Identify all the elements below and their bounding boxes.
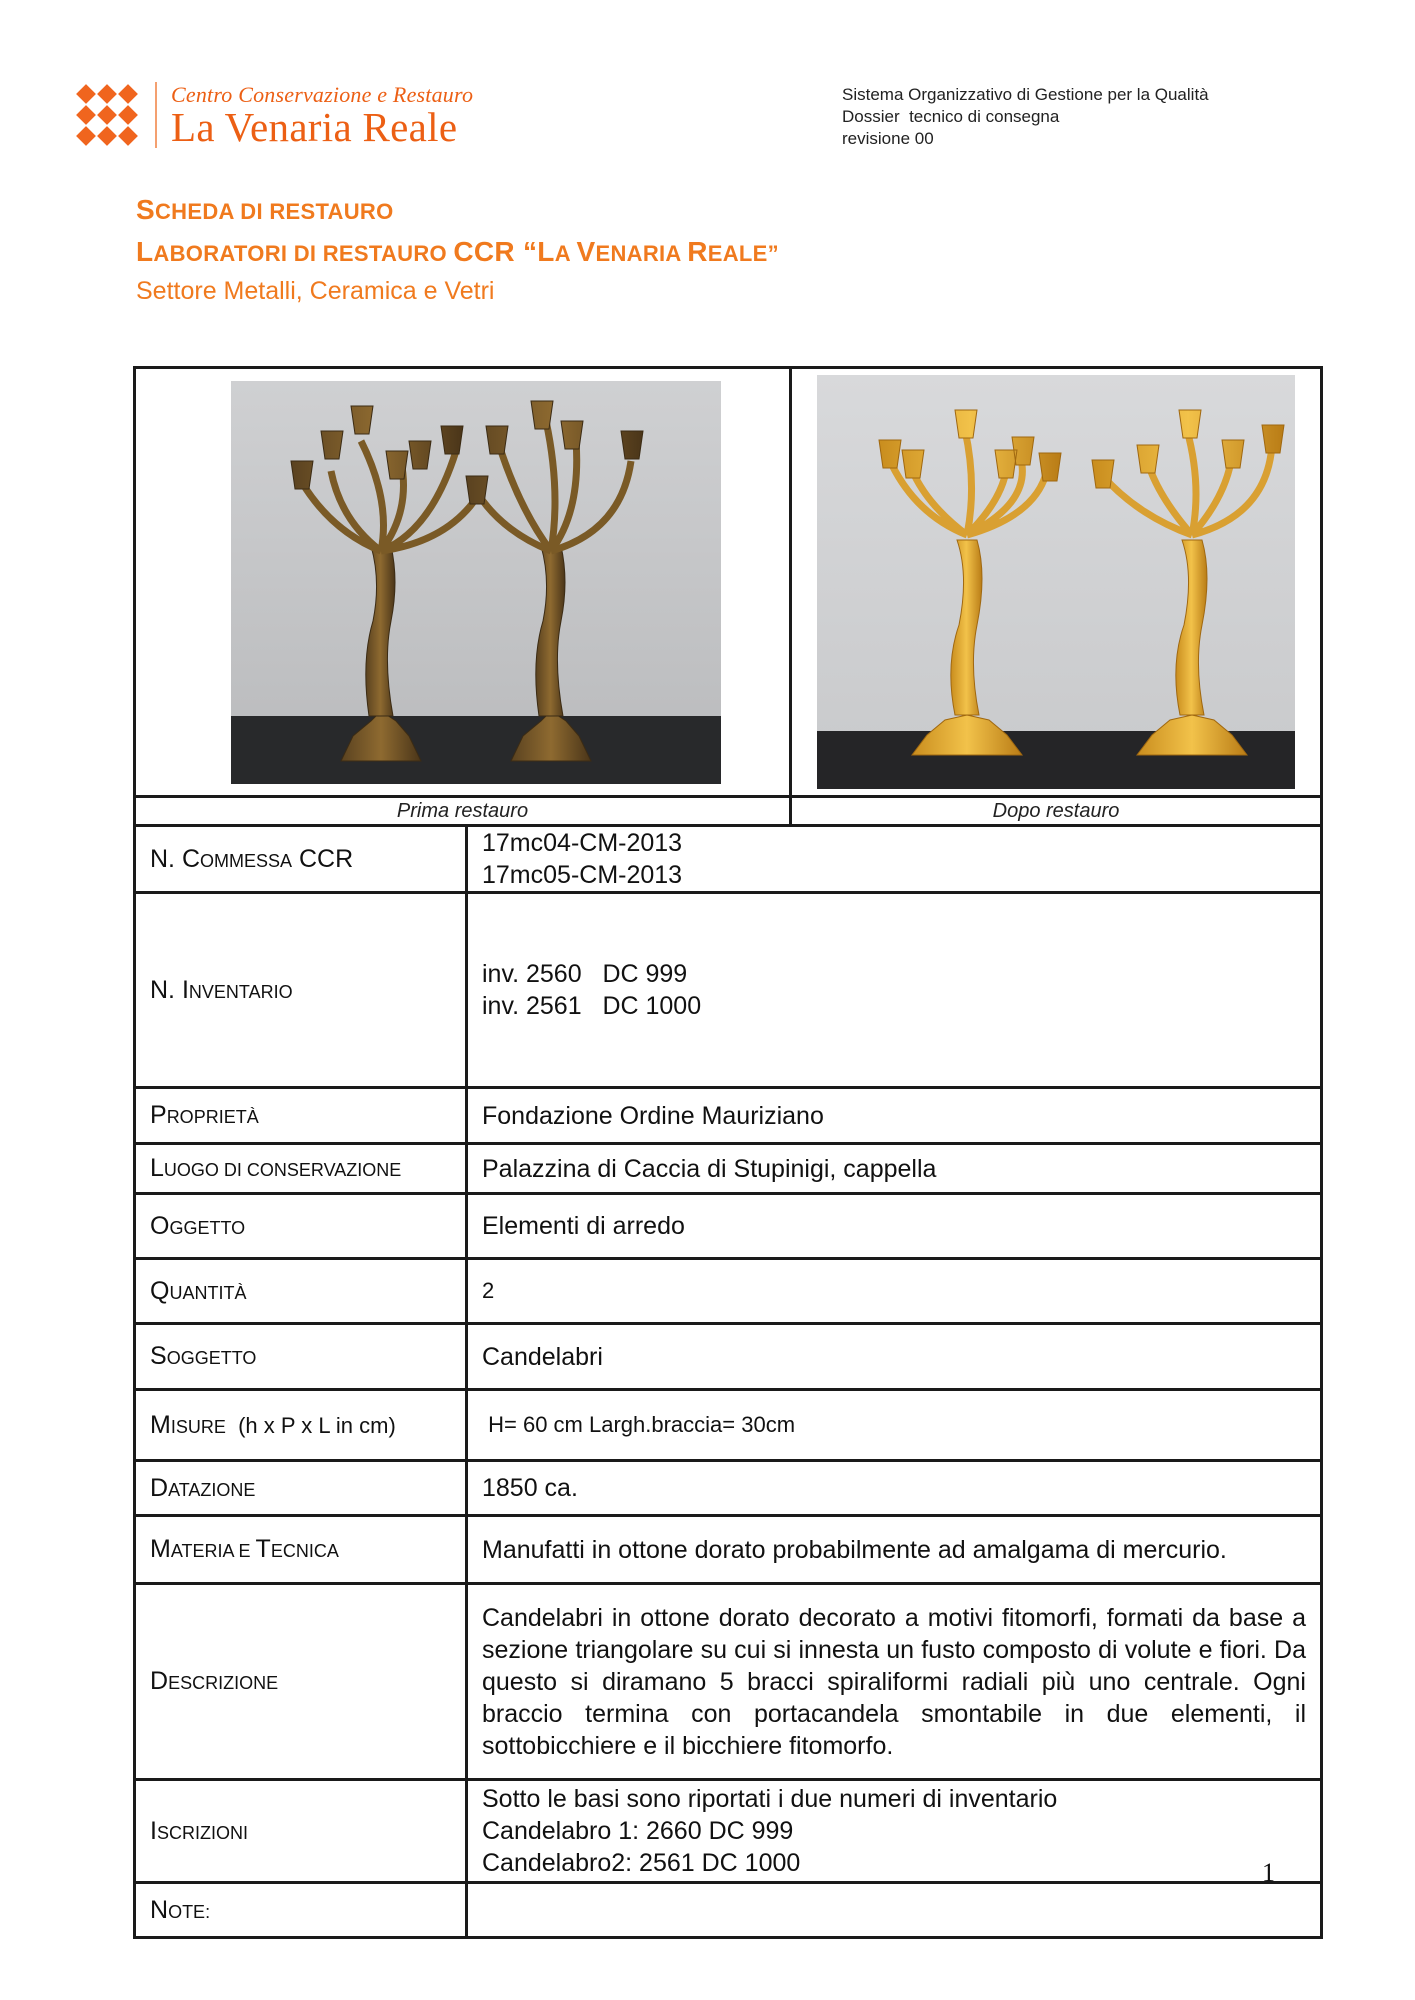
row-proprieta: [135, 1088, 1322, 1144]
value-commessa: 17mc04-CM-2013 17mc05-CM-2013: [467, 826, 1322, 893]
row-commessa: [135, 826, 1322, 893]
value-iscrizioni: Sotto le basi sono riportati i due numeri di inventario Candelabro 1: 2660 DC 999 Candelabro2: 2561 DC 1000: [467, 1780, 1322, 1883]
restoration-sheet-table: [133, 366, 1323, 1939]
label-inventario: N. INVENTARIO: [135, 893, 467, 1088]
label-note: NOTE:: [135, 1883, 467, 1938]
document-meta: [842, 84, 1209, 150]
revision-label: revisione 00: [842, 129, 934, 148]
laboratory-title: LABORATORI DI RESTAURO CCR “LA VENARIA REALE”: [136, 236, 779, 267]
label-oggetto: OGGETTO: [135, 1194, 467, 1259]
row-quantita: [135, 1259, 1322, 1324]
value-inventario: inv. 2560 DC 999 inv. 2561 DC 1000: [467, 893, 1322, 1088]
label-misure: MISURE (h x P x L in cm): [135, 1390, 467, 1461]
candelabra-before-image: [231, 381, 721, 784]
sheet-title: SCHEDA DI RESTAURO: [136, 194, 394, 225]
logo-title: La Venaria Reale: [171, 104, 458, 150]
row-soggetto: [135, 1324, 1322, 1390]
value-quantita: 2: [467, 1259, 1322, 1324]
candelabra-after-image: [817, 375, 1295, 789]
caption-before: Prima restauro: [135, 797, 791, 826]
logo-subtitle: Centro Conservazione e Restauro: [171, 82, 474, 107]
photo-before-cell: [135, 368, 791, 797]
value-datazione: 1850 ca.: [467, 1461, 1322, 1516]
label-iscrizioni: ISCRIZIONI: [135, 1780, 467, 1883]
value-proprieta: Fondazione Ordine Mauriziano: [467, 1088, 1322, 1144]
photo-after-restoration: [817, 375, 1295, 789]
value-misure: H= 60 cm Largh.braccia= 30cm: [467, 1390, 1322, 1461]
row-inventario: [135, 893, 1322, 1088]
value-descrizione: Candelabri in ottone dorato decorato a motivi fitomorfi, formati da base a sezione triangolare su cui si innesta un fusto composto di volute e fiori. Da questo si diramano 5 bracci spiraliformi radiali più uno centrale. Ogni braccio termina con portacandela smontabile in due elementi, il sottobicchiere e il bicchiere fitomorfo.: [467, 1584, 1322, 1780]
label-quantita: QUANTITÀ: [135, 1259, 467, 1324]
document-titles: [136, 190, 779, 308]
photo-before-restoration: [231, 381, 721, 784]
dossier-label: Dossier tecnico di consegna: [842, 107, 1060, 126]
row-descrizione: [135, 1584, 1322, 1780]
quality-system-label: Sistema Organizzativo di Gestione per la Qualità: [842, 85, 1209, 104]
photo-caption-row: [135, 797, 1322, 826]
logo: [76, 82, 474, 150]
sector-subtitle: Settore Metalli, Ceramica e Vetri: [136, 277, 495, 305]
value-luogo: Palazzina di Caccia di Stupinigi, cappella: [467, 1144, 1322, 1194]
label-commessa: N. COMMESSA CCR: [135, 826, 467, 893]
value-oggetto: Elementi di arredo: [467, 1194, 1322, 1259]
photo-row: [135, 368, 1322, 797]
row-luogo: [135, 1144, 1322, 1194]
row-materia-tecnica: [135, 1516, 1322, 1584]
value-soggetto: Candelabri: [467, 1324, 1322, 1390]
logo-divider: [155, 82, 157, 148]
caption-after: Dopo restauro: [791, 797, 1322, 826]
label-materia-tecnica: MATERIA E TECNICA: [135, 1516, 467, 1584]
value-materia-tecnica: Manufatti in ottone dorato probabilmente ad amalgama di mercurio.: [467, 1516, 1322, 1584]
label-soggetto: SOGGETTO: [135, 1324, 467, 1390]
diamond-grid-logo-icon: [76, 84, 138, 146]
page-number: 1: [1262, 1858, 1275, 1887]
row-note: [135, 1883, 1322, 1938]
value-note: [467, 1883, 1322, 1938]
row-oggetto: [135, 1194, 1322, 1259]
label-descrizione: DESCRIZIONE: [135, 1584, 467, 1780]
row-datazione: [135, 1461, 1322, 1516]
photo-after-cell: [791, 368, 1322, 797]
label-proprieta: PROPRIETÀ: [135, 1088, 467, 1144]
label-luogo: LUOGO DI CONSERVAZIONE: [135, 1144, 467, 1194]
row-misure: [135, 1390, 1322, 1461]
label-datazione: DATAZIONE: [135, 1461, 467, 1516]
row-iscrizioni: [135, 1780, 1322, 1883]
